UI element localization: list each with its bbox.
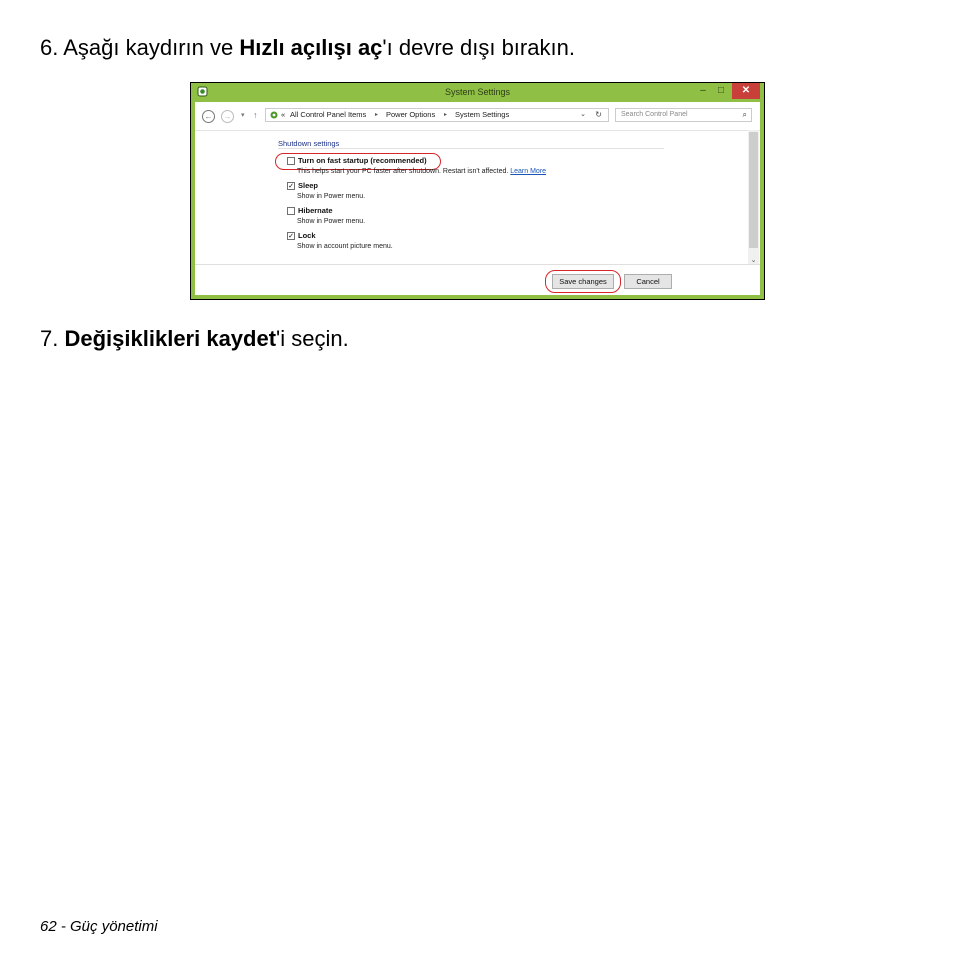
option-label: Turn on fast startup (recommended) <box>298 156 427 165</box>
step-6-text-pre: Aşağı kaydırın ve <box>58 35 240 60</box>
footer-divider <box>195 264 760 265</box>
step-6-number: 6. <box>40 35 59 60</box>
search-placeholder: Search Control Panel <box>621 111 688 118</box>
step-6-text-post: 'ı devre dışı bırakın. <box>382 35 575 60</box>
search-input[interactable] <box>615 108 752 122</box>
system-settings-window-screenshot <box>190 82 765 300</box>
address-box[interactable] <box>265 108 609 122</box>
checkbox-lock[interactable]: ✓ <box>288 233 294 240</box>
step-7-instruction <box>40 326 349 352</box>
refresh-icon[interactable]: ↻ <box>595 110 602 119</box>
back-arrow-icon[interactable]: ← <box>202 110 215 123</box>
control-panel-icon <box>269 110 279 120</box>
address-dropdown-icon[interactable]: ⌄ <box>580 111 586 118</box>
option-label: Lock <box>298 231 316 240</box>
window-title: System Settings <box>444 87 511 97</box>
maximize-button[interactable]: □ <box>717 85 725 96</box>
scroll-down-icon[interactable]: ⌄ <box>750 257 757 264</box>
window-client-area <box>195 102 760 295</box>
search-icon[interactable]: ⌕ <box>742 110 747 119</box>
close-button[interactable]: ✕ <box>732 83 760 99</box>
section-title: Shutdown settings <box>278 139 340 148</box>
step-7-number: 7. <box>40 326 59 351</box>
address-bar-row <box>195 102 760 131</box>
section-divider <box>278 148 664 149</box>
up-arrow-icon[interactable]: ↑ <box>253 110 258 120</box>
minimize-button[interactable]: – <box>700 85 706 96</box>
learn-more-link[interactable]: Learn More <box>510 168 547 175</box>
option-label: Sleep <box>298 181 319 190</box>
breadcrumb-overflow[interactable]: « <box>281 110 286 119</box>
checkbox-sleep[interactable]: ✓ <box>288 183 294 190</box>
breadcrumb-item-system-settings[interactable]: System Settings <box>455 110 510 119</box>
option-label: Hibernate <box>298 206 333 215</box>
step-6-instruction <box>40 35 575 61</box>
checkbox-hibernate[interactable] <box>287 207 295 215</box>
option-description <box>297 168 546 175</box>
step-6-emphasis: Hızlı açılışı aç <box>239 35 383 60</box>
window-titlebar <box>191 83 764 102</box>
breadcrumb-separator-icon[interactable]: ▸ <box>375 112 379 118</box>
option-description: Show in Power menu. <box>297 193 366 200</box>
breadcrumb-item-all-control-panel-items[interactable]: All Control Panel Items <box>290 110 367 119</box>
page-footer: 62 - Güç yönetimi <box>40 918 158 935</box>
cancel-button[interactable]: Cancel <box>624 274 672 289</box>
checkbox-fast-startup[interactable] <box>287 157 295 165</box>
option-description: Show in account picture menu. <box>297 243 393 250</box>
breadcrumb-separator-icon[interactable]: ▸ <box>444 112 448 118</box>
step-7-text-post: 'i seçin. <box>276 326 349 351</box>
forward-arrow-icon[interactable]: → <box>221 110 234 123</box>
description-text: This helps start your PC faster after shutdown. Restart isn't affected. <box>297 168 511 175</box>
save-changes-button[interactable]: Save changes <box>552 274 614 289</box>
option-description: Show in Power menu. <box>297 218 366 225</box>
breadcrumb-item-power-options[interactable]: Power Options <box>386 110 436 119</box>
recent-locations-dropdown-icon[interactable]: ▾ <box>241 112 245 119</box>
scrollbar-thumb[interactable] <box>749 132 758 248</box>
step-7-emphasis: Değişiklikleri kaydet <box>64 326 277 351</box>
vertical-scrollbar[interactable] <box>748 130 759 264</box>
